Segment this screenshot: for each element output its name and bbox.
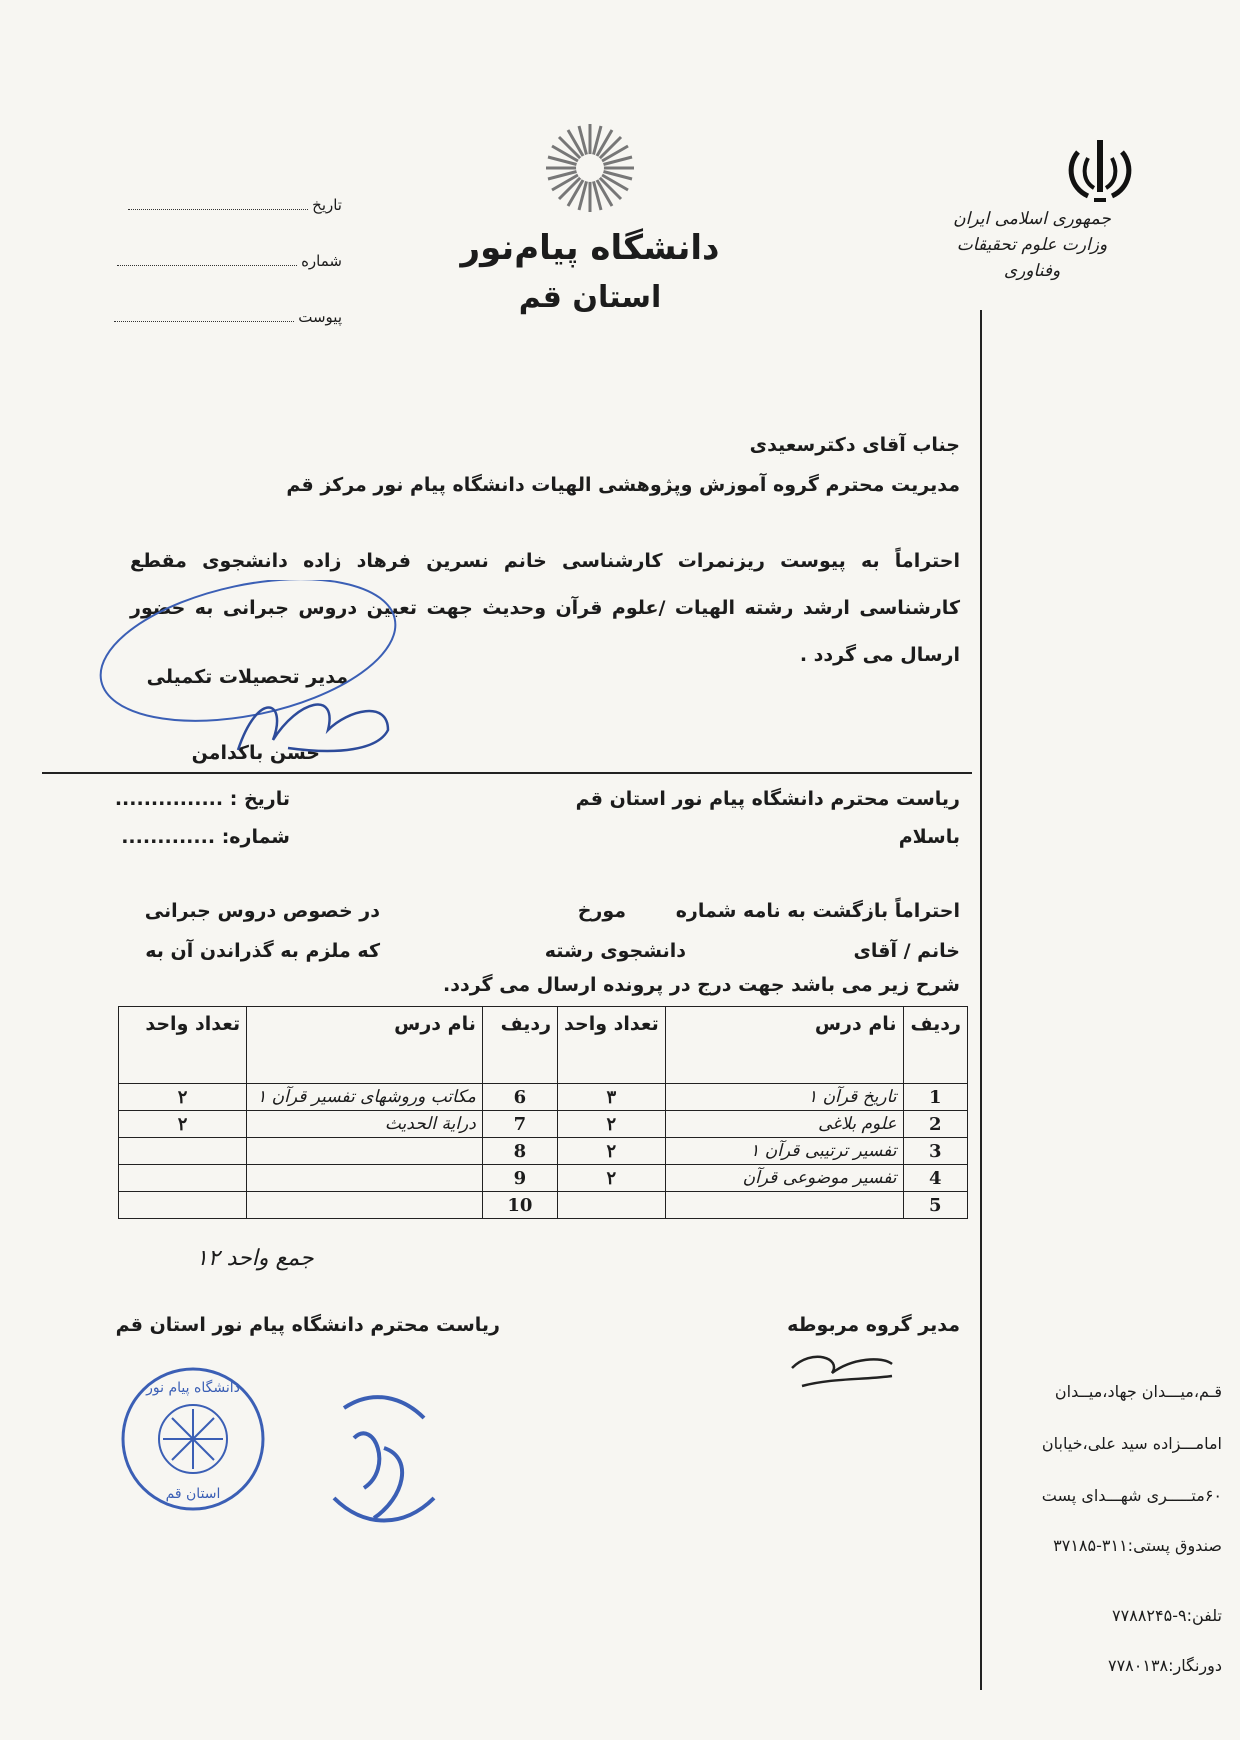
- course-name: تفسیر ترتیبی قرآن ۱: [665, 1138, 903, 1165]
- address-line4: صندوق پستی:۳۱۱-۳۷۱۸۵: [1053, 1536, 1222, 1555]
- course-name: درایة الحدیث: [247, 1111, 483, 1138]
- total-units-note: جمع واحد ۱۲: [196, 1246, 314, 1271]
- row-index: 7: [482, 1111, 557, 1138]
- course-name: مکاتب وروشهای تفسیر قرآن ۱: [247, 1084, 483, 1111]
- reply-greeting: باسلام: [898, 826, 960, 848]
- reply-line2-c: که ملزم به گذراندن آن به: [145, 940, 380, 962]
- header-date-field: [72, 196, 342, 214]
- course-name: تاریخ قرآن ۱: [665, 1084, 903, 1111]
- university-name: دانشگاه پیام‌نور: [460, 228, 720, 268]
- course-units: [119, 1165, 247, 1192]
- course-units: ۲: [119, 1084, 247, 1111]
- header-units-2: تعداد واحد: [119, 1007, 247, 1084]
- university-round-stamp: [118, 1364, 268, 1514]
- reply-line2-a: خانم / آقای: [853, 940, 960, 962]
- course-units: ۳: [558, 1084, 666, 1111]
- reply-date-label: تاریخ :: [229, 788, 290, 810]
- course-units: ۲: [119, 1111, 247, 1138]
- reply-date-value: ...............: [114, 788, 224, 810]
- horizontal-divider: [42, 772, 972, 774]
- vertical-divider: [980, 310, 982, 1690]
- header-course-name-2: نام درس: [247, 1007, 483, 1084]
- addressee-title: مدیریت محترم گروه آموزش وپژوهشی الهیات دانشگاه پیام نور مرکز قم: [286, 474, 960, 496]
- course-units: [119, 1138, 247, 1165]
- row-index: 2: [903, 1111, 967, 1138]
- address-line3: ۶۰متـــــری شهـــدای پست: [1041, 1486, 1222, 1505]
- payame-noor-logo-icon: [540, 118, 640, 218]
- address-line1: قـم،میـــدان جهاد،میــدان: [1054, 1382, 1222, 1401]
- row-index: 8: [482, 1138, 557, 1165]
- ministry-line1: جمهوری اسلامی ایران: [953, 209, 1111, 229]
- course-name: [247, 1192, 483, 1219]
- row-index: 4: [903, 1165, 967, 1192]
- table-row: [119, 1138, 968, 1165]
- course-units: ۲: [558, 1165, 666, 1192]
- iran-emblem-icon: [1060, 130, 1140, 210]
- table-row: [119, 1084, 968, 1111]
- group-manager-title: مدیر گروه مربوطه: [787, 1314, 960, 1336]
- blue-ink-signature: [324, 1378, 444, 1538]
- stamp-text-bottom: استان قم: [165, 1486, 221, 1502]
- stamp-text-top: دانشگاه پیام نور: [146, 1380, 240, 1396]
- reply-number-value: .............: [121, 826, 216, 848]
- table-row: [119, 1111, 968, 1138]
- reply-number: [121, 826, 290, 848]
- ministry-heading: [932, 206, 1132, 284]
- course-name: [665, 1192, 903, 1219]
- reply-line2-b: دانشجوی رشته: [544, 940, 686, 962]
- table-header-row: [119, 1007, 968, 1084]
- address-fax: دورنگار:۷۷۸۰۱۳۸: [1107, 1656, 1222, 1675]
- university-province: استان قم: [518, 280, 662, 315]
- course-name: [247, 1138, 483, 1165]
- attachment-dots: [114, 321, 294, 322]
- reply-line1-b: مورخ: [577, 900, 626, 922]
- course-name: علوم بلاغی: [665, 1111, 903, 1138]
- table-row: [119, 1165, 968, 1192]
- row-index: 5: [903, 1192, 967, 1219]
- reply-line1-a: احتراماً بازگشت به نامه شماره: [675, 900, 960, 922]
- course-name: [247, 1165, 483, 1192]
- reply-number-label: شماره:: [221, 826, 290, 848]
- row-index: 1: [903, 1084, 967, 1111]
- reply-line1-c: در خصوص دروس جبرانی: [144, 900, 380, 922]
- reply-line3: شرح زیر می باشد جهت درج در پرونده ارسال می گردد.: [443, 974, 960, 996]
- address-line2: امامـــزاده سید علی،خیابان: [1041, 1434, 1222, 1453]
- signer-name: حسن باکدامن: [191, 742, 320, 764]
- course-units: [119, 1192, 247, 1219]
- row-index: 6: [482, 1084, 557, 1111]
- course-units: [558, 1192, 666, 1219]
- signer-title: مدیر تحصیلات تکمیلی: [146, 666, 348, 688]
- row-index: 3: [903, 1138, 967, 1165]
- president-title: ریاست محترم دانشگاه پیام نور استان قم: [115, 1314, 500, 1336]
- reply-to: ریاست محترم دانشگاه پیام نور استان قم: [575, 788, 960, 810]
- course-units: ۲: [558, 1111, 666, 1138]
- table-row: [119, 1192, 968, 1219]
- blue-signature-scribble: [88, 580, 408, 770]
- header-number-field: [72, 252, 342, 270]
- header-units-1: تعداد واحد: [558, 1007, 666, 1084]
- date-label: تاریخ: [312, 196, 342, 214]
- row-index: 10: [482, 1192, 557, 1219]
- attachment-label: پیوست: [298, 308, 342, 326]
- header-row-index-2: ردیف: [482, 1007, 557, 1084]
- address-phone: تلفن:۹-۷۷۸۸۲۴۵: [1112, 1606, 1222, 1625]
- request-body: احتراماً به پیوست ریزنمرات کارشناسی خانم نسرین فرهاد زاده دانشجوی مقطع کارشناسی ارشد رشته الهیات /علوم قرآن وحدیث جهت تعیین دروس جبرانی به حضور ارسال می گردد .: [130, 550, 960, 666]
- row-index: 9: [482, 1165, 557, 1192]
- number-dots: [117, 265, 297, 266]
- reply-date: [115, 788, 290, 810]
- course-name: تفسیر موضوعی قرآن: [665, 1165, 903, 1192]
- course-units: ۲: [558, 1138, 666, 1165]
- addressee: جناب آقای دکترسعیدی: [749, 434, 960, 456]
- group-manager-signature: [782, 1338, 902, 1398]
- courses-table: [118, 1006, 968, 1219]
- header-course-name-1: نام درس: [665, 1007, 903, 1084]
- header-attachment-field: [72, 308, 342, 326]
- date-dots: [128, 209, 308, 210]
- number-label: شماره: [301, 252, 342, 270]
- header-row-index-1: ردیف: [903, 1007, 967, 1084]
- ministry-line2: وزارت علوم تحقیقات وفناوری: [956, 235, 1108, 281]
